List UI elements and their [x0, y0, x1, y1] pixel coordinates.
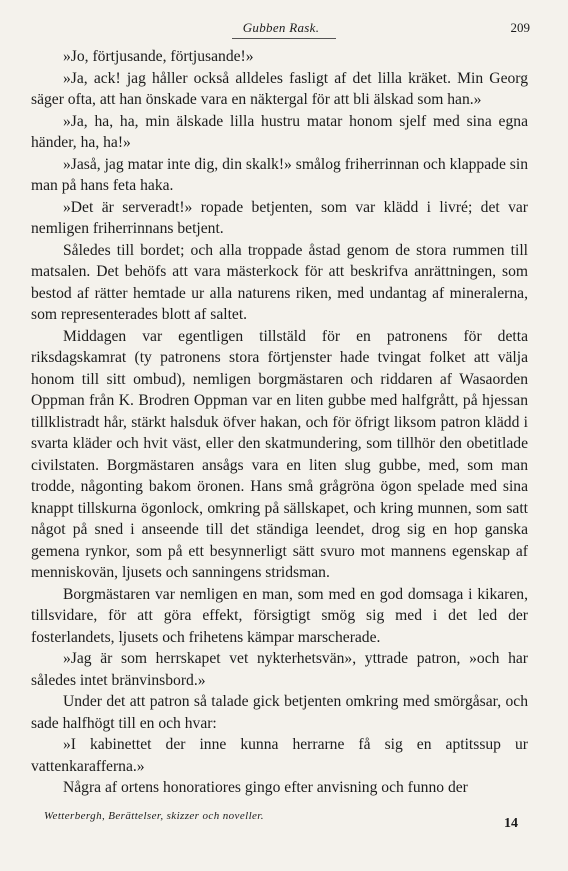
- paragraph: »Jo, förtjusande, förtjusande!»: [63, 48, 254, 65]
- page-number: 209: [510, 20, 530, 35]
- paragraph: »Det är serveradt!» ropade betjenten, som var klädd i livré; det var nemligen friherrinnans betjent.: [31, 198, 528, 237]
- paragraph: »Jag är som herrskapet vet nykterhetsvän», yttrade patron, »och har således intet bränvinsbord.»: [31, 650, 528, 689]
- paragraph: Borgmästaren var nemligen en man, som med en god domsaga i kikaren, tillsvidare, för att göra effekt, försigtigt smög sig med i det led der fosterlandets, ljusets och frihetens kämpar marscherade.: [31, 585, 528, 646]
- paragraph: »Ja, ha, ha, min älskade lilla hustru matar honom sjelf med sina egna händer, ha, ha!»: [31, 112, 528, 151]
- page-footer: [44, 810, 518, 830]
- header-rule: [232, 38, 336, 39]
- paragraph: Några af ortens honoratiores gingo efter anvisning och funno der: [63, 779, 468, 796]
- running-title: Gubben Rask.: [242, 20, 320, 35]
- paragraph: »I kabinettet der inne kunna herrarne få sig en aptitssup ur vattenkarafferna.»: [31, 736, 528, 775]
- paragraph: Middagen var egentligen tillstäld för en patronens för detta riksdagskamrat (ty patronens stora förtjenster hade tvingat folket att välja honom till sitt ombud), nemligen borgmästaren och riddaren af Wasaorden Oppman från K. Brodren Oppman var en liten gubbe med halfgrått, på hjessan tillklistradt hår, stärkt halsduk öfver hakan, och för öfrigt liksom patron klädd i svarta kläder och hvit väst, eller den skatmundering, som tillhör den obetitlade civilstaten. Borgmästaren ansågs vara en liten slug gubbe, med, som man trodde, någonting bakom öronen. Hans små grågröna ögon spelade med sina knappt tillskurna ögonlock, omkring på sällskapet, och kring munnen, som satt något på sned i anseende till det ständiga leendet, drog sig en hop ganska gemena rynkor, som på ett besynnerligt sätt svuro mot mannens egenskap af menniskovän, ljusets och sanningens stridsman.: [31, 327, 528, 581]
- paragraph: Under det att patron så talade gick betjenten omkring med smörgåsar, och sade halfhögt till en och hvar:: [31, 693, 528, 732]
- body-text: [31, 46, 528, 799]
- paragraph: »Ja, ack! jag håller också alldeles fasligt af det lilla kräket. Min Georg säger ofta, att han önskade vara en näktergal för att bli älskad som han.»: [31, 69, 528, 108]
- paragraph: »Jaså, jag matar inte dig, din skalk!» smålog friherrinnan och klappade sin man på hans feta haka.: [31, 155, 528, 194]
- footer-credit: Wetterbergh, Berättelser, skizzer och noveller.: [44, 810, 264, 822]
- paragraph: Således till bordet; och alla troppade åstad genom de stora rummen till matsalen. Det behöfs att vara mästerkock för att beskrifva anrättningen, som bestod af rätter hemtade ur alla naturens riken, med undantag af mineralerna, som representerades blott af saltet.: [31, 241, 528, 323]
- signature-mark: 14: [504, 816, 518, 831]
